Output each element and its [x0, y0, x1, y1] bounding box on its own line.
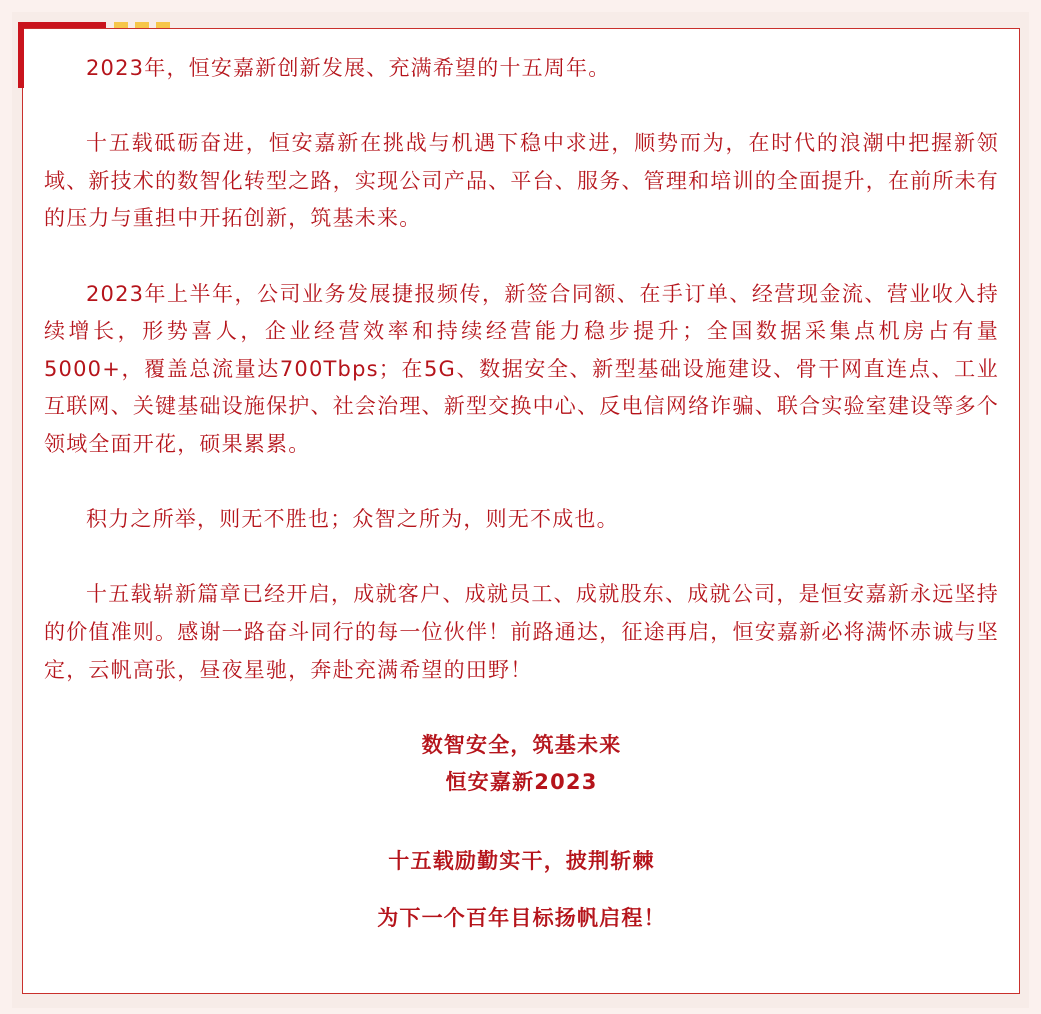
paragraph-quote: 积力之所举，则无不胜也；众智之所为，则无不成也。	[86, 507, 619, 532]
paragraph-first-half-2023: 2023年上半年，公司业务发展捷报频传，新签合同额、在手订单、经营现金流、营业收入持续增长，形势喜人，企业经营效率和持续经营能力稳步提升；全国数据采集点机房占有量5000+，覆盖总流量达700Tbps；在5G、数据安全、新型基础设施建设、骨干网直连点、工业互联网、关键基础设施保护、社会治理、新型交换中心、反电信网络诈骗、联合实验室建设等多个领域全面开花，硕果累累。	[44, 281, 999, 456]
decorative-dot	[156, 22, 170, 28]
article-body	[44, 50, 999, 937]
slogan-line-3: 十五载励勤实干，披荆斩棘	[388, 849, 655, 874]
paragraph-fifteen-years: 十五载砥砺奋进，恒安嘉新在挑战与机遇下稳中求进，顺势而为，在时代的浪潮中把握新领域、新技术的数智化转型之路，实现公司产品、平台、服务、管理和培训的全面提升，在前所未有的压力与重担中开拓创新，筑基未来。	[44, 131, 999, 231]
slogan-line-1: 数智安全，筑基未来	[421, 733, 622, 758]
corner-accent-bar	[18, 22, 106, 28]
paragraph-new-chapter: 十五载崭新篇章已经开启，成就客户、成就员工、成就股东、成就公司，是恒安嘉新永远坚持的价值准则。感谢一路奋斗同行的每一位伙伴！前路通达，征途再启，恒安嘉新必将满怀赤诚与坚定，云帆高张，昼夜星驰，奔赴充满希望的田野！	[44, 582, 999, 682]
corner-accent-left	[18, 22, 24, 88]
paragraph-anniversary: 2023年，恒安嘉新创新发展、充满希望的十五周年。	[86, 56, 611, 80]
decorative-dot	[135, 22, 149, 28]
slogan-line-4: 为下一个百年目标扬帆启程！	[377, 906, 666, 931]
slogan-line-2: 恒安嘉新2023	[445, 770, 598, 795]
decorative-dot	[114, 22, 128, 28]
